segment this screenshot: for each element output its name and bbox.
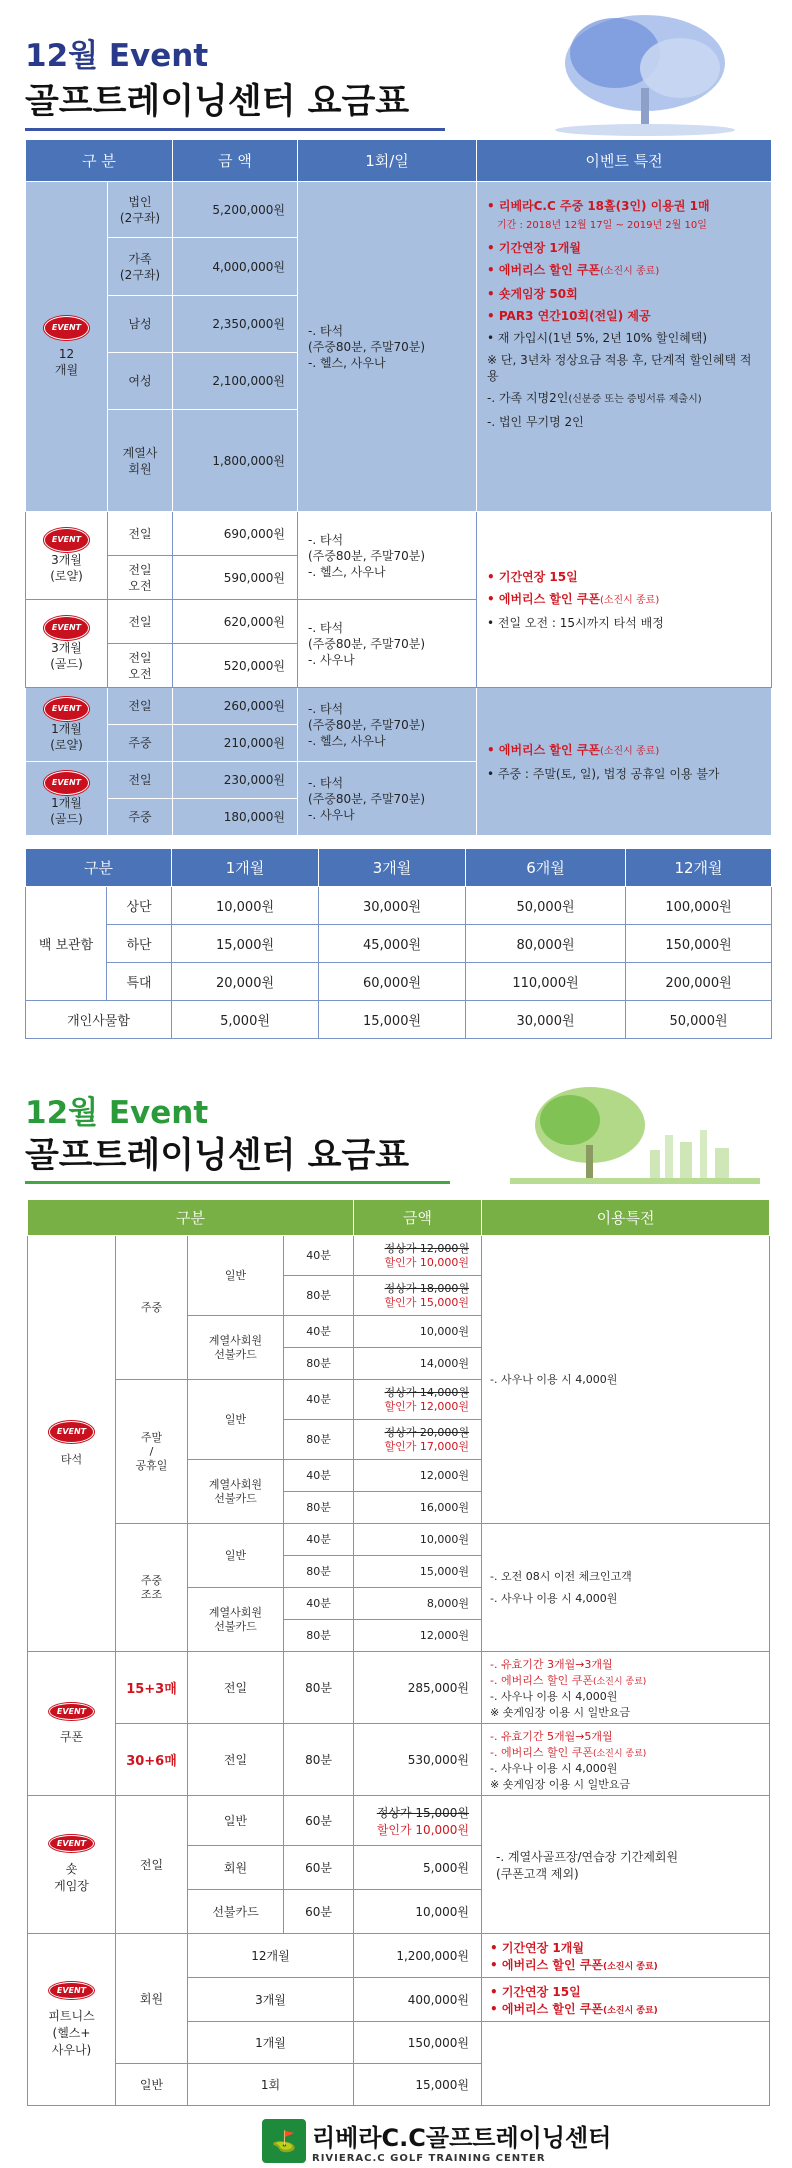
row-amount: 620,000원: [173, 600, 298, 644]
minutes: 80분: [284, 1420, 354, 1460]
benefit-item: • 리베라C.C 주중 18홀(3인) 이용권 1매: [487, 199, 710, 213]
price-cell: 15,000원: [354, 1556, 482, 1588]
price-cell: 10,000원: [354, 1890, 482, 1934]
price-cell: 200,000원: [626, 963, 772, 1001]
row-label: 전일 오전: [108, 556, 173, 600]
normal-label: 일반: [188, 1380, 284, 1460]
price-cell: 정상가 18,000원 할인가 15,000원: [354, 1276, 482, 1316]
usage-text: -. 타석 (주중80분, 주말70분) -. 사우나: [298, 762, 477, 836]
benefit-item: • 전일 오전 : 15시까지 타석 배정: [487, 615, 664, 630]
plan-3-month-gold: EVENT 3개월 (골드): [26, 600, 108, 688]
note-item: -. 사우나 이용 시 4,000원: [490, 1689, 618, 1703]
header-per-day: 1회/일: [298, 140, 477, 182]
benefit-item: • 기간연장 15일: [487, 569, 578, 584]
coupon-count: 15+3매: [116, 1652, 188, 1724]
row-amount: 690,000원: [173, 512, 298, 556]
header-benefit: 이용특전: [482, 1200, 770, 1236]
row-amount: 2,350,000원: [173, 296, 298, 353]
note-item: -. 에버리스 할인 쿠폰(소진시 종료): [490, 1745, 647, 1759]
benefit-item: -. 가족 지명2인(신분증 또는 증빙서류 제출시): [487, 391, 702, 405]
note-item: ※ 숏게임장 이용 시 일반요금: [490, 1705, 631, 1719]
row-label: 전일: [108, 688, 173, 725]
personal-locker-label: 개인사물함: [26, 1001, 172, 1039]
row-label: 전일: [108, 762, 173, 799]
benefit-list-3: [477, 512, 772, 688]
benefit-item: • 에버리스 할인 쿠폰(소진시 종료): [487, 263, 660, 277]
header-category: 구 분: [26, 140, 173, 182]
row-label: 주중: [108, 799, 173, 836]
benefit-item: • 숏게임장 50회: [487, 287, 578, 301]
green-tree-illustration: [500, 1080, 770, 1190]
fitness-benefit-2: [482, 1978, 770, 2022]
brand-name: 리베라C.C골프트레이닝센터: [312, 2124, 612, 2152]
usage-text: -. 타석 (주중80분, 주말70분) -. 헬스, 사우나: [298, 182, 477, 512]
normal-label: 일반: [188, 1796, 284, 1846]
price-cell: 정상가 15,000원 할인가 10,000원: [354, 1796, 482, 1846]
price-cell: 100,000원: [626, 887, 772, 925]
note-item: • 기간연장 1개월: [490, 1940, 584, 1955]
minutes: 40분: [284, 1380, 354, 1420]
event-heading-2: 12월 Event: [25, 1095, 209, 1131]
benefit-item: • 기간연장 1개월: [487, 241, 581, 255]
header-6-month: 6개월: [466, 849, 626, 887]
fitness-group: EVENT 피트니스 (헬스+ 사우나): [28, 1934, 116, 2106]
price-cell: 50,000원: [626, 1001, 772, 1039]
row-amount: 180,000원: [173, 799, 298, 836]
price-cell: 12,000원: [354, 1460, 482, 1492]
note-item: • 기간연장 15일: [490, 1984, 581, 1999]
tasuk-group: EVENT 타석: [28, 1236, 116, 1652]
event-badge: EVENT: [49, 1421, 94, 1443]
member-label: 회원: [188, 1846, 284, 1890]
row-label: 특대: [107, 963, 172, 1001]
normal-label: 일반: [188, 1236, 284, 1316]
membership-fee-table: [25, 139, 772, 836]
period-label: 12개월: [188, 1934, 354, 1978]
note-item: -. 유효기간 5개월→5개월: [490, 1729, 613, 1743]
minutes: 80분: [284, 1724, 354, 1796]
row-label: 상단: [107, 887, 172, 925]
price-cell: 30,000원: [319, 887, 466, 925]
price-cell: 5,000원: [354, 1846, 482, 1890]
benefit-item: • 에버리스 할인 쿠폰(소진시 종료): [487, 591, 660, 606]
price-cell: 12,000원: [354, 1620, 482, 1652]
minutes: 40분: [284, 1460, 354, 1492]
benefit-item: • PAR3 연간10회(전일) 제공: [487, 309, 651, 323]
row-label: 하단: [107, 925, 172, 963]
coupon-table: [27, 1651, 770, 2106]
prepaid-label: 선불카드: [188, 1890, 284, 1934]
title-underline-2: [25, 1181, 450, 1184]
row-amount: 230,000원: [173, 762, 298, 799]
full-day-label: 전일: [116, 1796, 188, 1934]
event-badge: EVENT: [44, 316, 89, 340]
row-label: 가족 (2구좌): [108, 238, 173, 296]
tree-illustration: [495, 8, 775, 138]
row-amount: 1,800,000원: [173, 410, 298, 512]
price-cell: 60,000원: [319, 963, 466, 1001]
sauna-note: -. 사우나 이용 시 4,000원: [482, 1236, 770, 1524]
row-label: 법인 (2구좌): [108, 182, 173, 238]
header-12-month: 12개월: [626, 849, 772, 887]
price-cell: 15,000원: [172, 925, 319, 963]
price-cell: 정상가 20,000원 할인가 17,000원: [354, 1420, 482, 1460]
footer-brand: [262, 2118, 611, 2164]
full-day-label: 전일: [188, 1724, 284, 1796]
price-cell: 10,000원: [354, 1524, 482, 1556]
benefit-item: 기간 : 2018년 12월 17일 ~ 2019년 2월 10일: [497, 220, 707, 231]
event-badge: EVENT: [49, 1982, 94, 1999]
row-amount: 260,000원: [173, 688, 298, 725]
price-cell: 110,000원: [466, 963, 626, 1001]
coupon-note-1: [482, 1652, 770, 1724]
row-label: 전일: [108, 600, 173, 644]
note-item: ※ 숏게임장 이용 시 일반요금: [490, 1777, 631, 1791]
row-label: 전일: [108, 512, 173, 556]
event-badge: EVENT: [44, 528, 89, 552]
short-game-group: EVENT 숏 게임장: [28, 1796, 116, 1934]
short-game-note: -. 계열사골프장/연습장 기간제회원 (쿠폰고객 제외): [482, 1796, 770, 1934]
coupon-note-2: [482, 1724, 770, 1796]
row-label: 여성: [108, 353, 173, 410]
normal-label: 일반: [116, 2064, 188, 2106]
locker-fee-table: [25, 848, 772, 1039]
price-cell: 15,000원: [319, 1001, 466, 1039]
price-cell: 10,000원: [172, 887, 319, 925]
title-underline: [25, 128, 445, 131]
period-label: 1회: [188, 2064, 354, 2106]
range-fee-table: [27, 1199, 770, 1652]
minutes: 40분: [284, 1316, 354, 1348]
price-cell: 정상가 14,000원 할인가 12,000원: [354, 1380, 482, 1420]
header-category: 구분: [26, 849, 172, 887]
event-badge: EVENT: [44, 697, 89, 721]
benefit-item: -. 법인 무기명 2인: [487, 415, 584, 429]
minutes: 40분: [284, 1588, 354, 1620]
benefit-item: • 에버리스 할인 쿠폰(소진시 종료): [487, 742, 660, 757]
minutes: 60분: [284, 1890, 354, 1934]
price-cell: 30,000원: [466, 1001, 626, 1039]
note-item: • 에버리스 할인 쿠폰(소진시 종료): [490, 1957, 658, 1972]
header-event-benefit: 이벤트 특전: [477, 140, 772, 182]
header-amount: 금 액: [173, 140, 298, 182]
event-badge: EVENT: [49, 1703, 94, 1720]
price-cell: 50,000원: [466, 887, 626, 925]
minutes: 40분: [284, 1236, 354, 1276]
early-morning-label: 주중 조조: [116, 1524, 188, 1652]
event-badge: EVENT: [44, 771, 89, 795]
benefit-item: ※ 단, 3년차 정상요금 적용 후, 단계적 할인혜택 적용: [487, 353, 752, 383]
row-amount: 2,100,000원: [173, 353, 298, 410]
price-cell: 285,000원: [354, 1652, 482, 1724]
row-amount: 590,000원: [173, 556, 298, 600]
page-title: 골프트레이닝센터 요금표: [25, 82, 410, 122]
normal-label: 일반: [188, 1524, 284, 1588]
row-label: 남성: [108, 296, 173, 353]
row-label: 계열사 회원: [108, 410, 173, 512]
price-cell: 8,000원: [354, 1588, 482, 1620]
member-label: 회원: [116, 1934, 188, 2064]
minutes: 60분: [284, 1846, 354, 1890]
affiliate-label: 계열사회원 선불카드: [188, 1316, 284, 1380]
header-1-month: 1개월: [172, 849, 319, 887]
price-cell: 400,000원: [354, 1978, 482, 2022]
weekend-label: 주말 / 공휴일: [116, 1380, 188, 1524]
price-cell: 15,000원: [354, 2064, 482, 2106]
row-label: 전일 오전: [108, 644, 173, 688]
weekday-label: 주중: [116, 1236, 188, 1380]
row-label: 주중: [108, 725, 173, 762]
coupon-count: 30+6매: [116, 1724, 188, 1796]
note-item: -. 유효기간 3개월→3개월: [490, 1657, 613, 1671]
minutes: 80분: [284, 1620, 354, 1652]
price-cell: 80,000원: [466, 925, 626, 963]
plan-3-month-royal: EVENT 3개월 (로얄): [26, 512, 108, 600]
minutes: 40분: [284, 1524, 354, 1556]
coupon-group: EVENT 쿠폰: [28, 1652, 116, 1796]
event-badge: EVENT: [49, 1835, 94, 1852]
minutes: 60분: [284, 1796, 354, 1846]
price-cell: 20,000원: [172, 963, 319, 1001]
header-3-month: 3개월: [319, 849, 466, 887]
affiliate-label: 계열사회원 선불카드: [188, 1588, 284, 1652]
note-item: -. 사우나 이용 시 4,000원: [490, 1761, 618, 1775]
full-day-label: 전일: [188, 1652, 284, 1724]
affiliate-label: 계열사회원 선불카드: [188, 1460, 284, 1524]
row-amount: 520,000원: [173, 644, 298, 688]
morning-note: -. 오전 08시 이전 체크인고객 -. 사우나 이용 시 4,000원: [482, 1524, 770, 1652]
row-amount: 5,200,000원: [173, 182, 298, 238]
price-cell: 45,000원: [319, 925, 466, 963]
note-item: -. 에버리스 할인 쿠폰(소진시 종료): [490, 1673, 647, 1687]
row-amount: 210,000원: [173, 725, 298, 762]
note-item: • 에버리스 할인 쿠폰(소진시 종료): [490, 2001, 658, 2016]
page-title-2: 골프트레이닝센터 요금표: [25, 1136, 410, 1176]
period-label: 3개월: [188, 1978, 354, 2022]
usage-text: -. 타석 (주중80분, 주말70분) -. 헬스, 사우나: [298, 688, 477, 762]
benefit-list-12: [477, 182, 772, 512]
price-cell: 16,000원: [354, 1492, 482, 1524]
price-cell: 150,000원: [354, 2022, 482, 2064]
price-cell: 정상가 12,000원 할인가 10,000원: [354, 1236, 482, 1276]
price-cell: 5,000원: [172, 1001, 319, 1039]
price-cell: 14,000원: [354, 1348, 482, 1380]
benefit-item: • 재 가입시(1년 5%, 2년 10% 할인혜택): [487, 331, 708, 345]
bag-locker-label: 백 보관함: [26, 887, 107, 1001]
plan-1-month-royal: EVENT 1개월 (로얄): [26, 688, 108, 762]
header-category: 구분: [28, 1200, 354, 1236]
header-amount: 금액: [354, 1200, 482, 1236]
plan-12-month: EVENT 12 개월: [26, 182, 108, 512]
minutes: 80분: [284, 1492, 354, 1524]
brand-logo-icon: ⛳: [262, 2119, 306, 2163]
benefit-item: • 주중 : 주말(토, 일), 법정 공휴일 이용 불가: [487, 766, 720, 781]
period-label: 1개월: [188, 2022, 354, 2064]
usage-text: -. 타석 (주중80분, 주말70분) -. 사우나: [298, 600, 477, 688]
row-amount: 4,000,000원: [173, 238, 298, 296]
price-cell: 1,200,000원: [354, 1934, 482, 1978]
usage-text: -. 타석 (주중80분, 주말70분) -. 헬스, 사우나: [298, 512, 477, 600]
plan-1-month-gold: EVENT 1개월 (골드): [26, 762, 108, 836]
event-heading: 12월 Event: [25, 38, 209, 74]
brand-name-english: RIVIERAC.C GOLF TRAINING CENTER: [312, 2153, 546, 2164]
benefit-list-1: [477, 688, 772, 836]
minutes: 80분: [284, 1348, 354, 1380]
price-cell: 530,000원: [354, 1724, 482, 1796]
price-cell: 10,000원: [354, 1316, 482, 1348]
fitness-benefit-1: [482, 1934, 770, 1978]
price-cell: 150,000원: [626, 925, 772, 963]
minutes: 80분: [284, 1276, 354, 1316]
event-badge: EVENT: [44, 616, 89, 640]
minutes: 80분: [284, 1652, 354, 1724]
minutes: 80분: [284, 1556, 354, 1588]
